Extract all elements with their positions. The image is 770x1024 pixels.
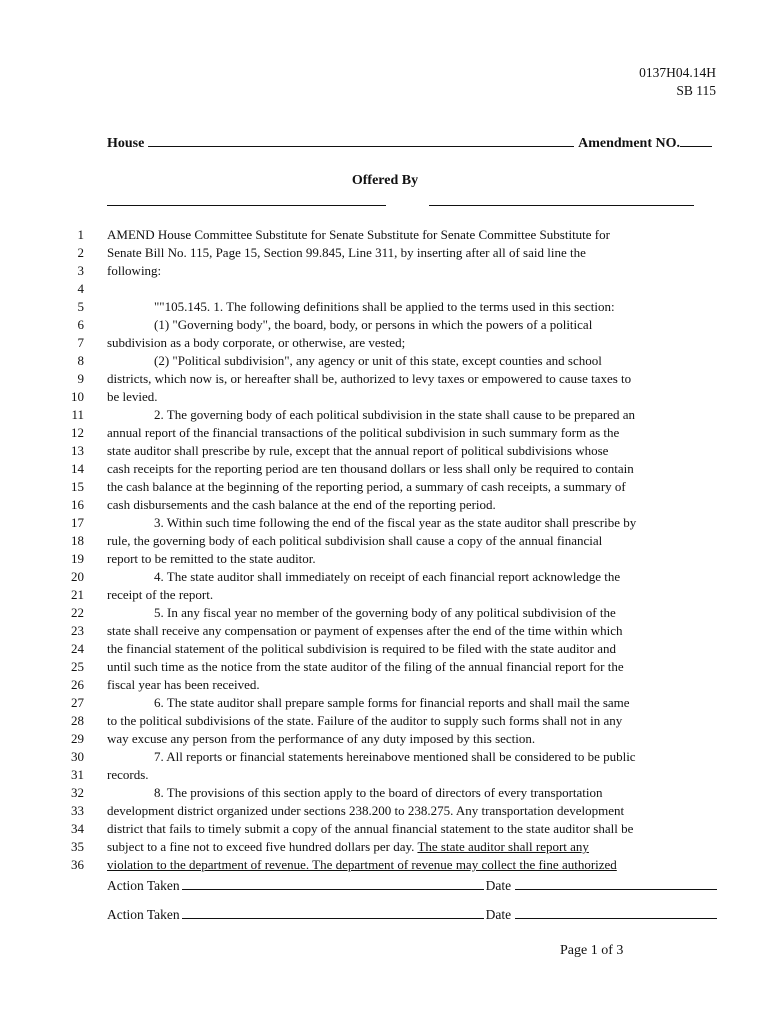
body-line: AMEND House Committee Substitute for Senate Substitute for Senate Committee Substitute for — [107, 227, 610, 242]
doc-id-block — [639, 64, 716, 100]
line-number: 29 — [71, 731, 84, 746]
line-number: 11 — [71, 407, 84, 422]
line-number: 19 — [71, 551, 84, 566]
line-number: 24 — [71, 641, 84, 656]
line-number: 27 — [71, 695, 84, 710]
line-number: 21 — [71, 587, 84, 602]
line-number: 28 — [71, 713, 84, 728]
amendment-label: Amendment NO. — [578, 136, 680, 151]
doc-id: 0137H04.14H — [639, 65, 716, 80]
body-line: state shall receive any compensation or payment of expenses after the end of the time within which — [107, 623, 623, 638]
body-line: 6. The state auditor shall prepare sample forms for financial reports and shall mail the same — [154, 695, 630, 710]
action-taken-blank — [182, 917, 484, 919]
body-line: Senate Bill No. 115, Page 15, Section 99.845, Line 311, by inserting after all of said line the — [107, 245, 586, 260]
body-line: 5. In any fiscal year no member of the governing body of any political subdivision of the — [154, 605, 616, 620]
date-blank — [515, 888, 717, 890]
body-line — [107, 838, 715, 856]
line-number: 18 — [71, 533, 84, 548]
body-line: cash disbursements and the cash balance at the end of the reporting period. — [107, 497, 496, 512]
line-number: 31 — [71, 767, 84, 782]
body-line: annual report of the financial transactions of the political subdivision in such summary form as the — [107, 425, 620, 440]
line-number: 15 — [71, 479, 84, 494]
body-line: districts, which now is, or hereafter shall be, authorized to levy taxes or empowered to cause taxes to — [107, 371, 632, 386]
body-line: following: — [107, 263, 162, 278]
line-number: 23 — [71, 623, 84, 638]
body-line-inserted: The state auditor shall report any — [417, 839, 589, 854]
body-line: way excuse any person from the performance of any duty imposed by this section. — [107, 731, 536, 746]
body-line-inserted: violation to the department of revenue. The department of revenue may collect the fine authorized — [107, 857, 617, 872]
body-line: state auditor shall prescribe by rule, except that the annual report of political subdivisions whose — [107, 443, 609, 458]
line-number: 3 — [77, 263, 84, 278]
body-line: to the political subdivisions of the state. Failure of the auditor to supply such forms shall not in any — [107, 713, 623, 728]
line-number: 12 — [71, 425, 84, 440]
body-line: the cash balance at the beginning of the reporting period, a summary of cash receipts, a summary of — [107, 479, 626, 494]
body-line: until such time as the notice from the state auditor of the filing of the annual financial report for the — [107, 659, 624, 674]
line-number: 22 — [71, 605, 84, 620]
line-numbers — [50, 226, 84, 874]
body-line: cash receipts for the reporting period are ten thousand dollars or less shall only be required to contain — [107, 461, 634, 476]
amendment-number-blank — [680, 145, 712, 147]
line-number: 16 — [71, 497, 84, 512]
line-number: 4 — [77, 281, 84, 296]
line-number: 14 — [71, 461, 84, 476]
house-amendment-line — [107, 136, 712, 152]
amendment-body — [107, 226, 715, 874]
line-number: 8 — [77, 353, 84, 368]
body-line: 7. All reports or financial statements hereinabove mentioned shall be considered to be public — [154, 749, 636, 764]
body-line: (1) "Governing body", the board, body, or persons in which the powers of a political — [154, 317, 593, 332]
body-line: records. — [107, 767, 149, 782]
body-line: ""105.145. 1. The following definitions shall be applied to the terms used in this section: — [154, 299, 615, 314]
line-number: 1 — [77, 227, 84, 242]
line-number: 17 — [71, 515, 84, 530]
line-number: 13 — [71, 443, 84, 458]
body-line: 3. Within such time following the end of the fiscal year as the state auditor shall prescribe by — [154, 515, 637, 530]
line-number: 20 — [71, 569, 84, 584]
line-number: 7 — [77, 335, 84, 350]
body-line: subdivision as a body corporate, or otherwise, are vested; — [107, 335, 406, 350]
line-number: 30 — [71, 749, 84, 764]
action-taken-row-1 — [107, 878, 717, 894]
body-line: development district organized under sections 238.200 to 238.275. Any transportation development — [107, 803, 625, 818]
line-number: 10 — [71, 389, 84, 404]
sponsor-signature-line-2 — [429, 205, 694, 206]
line-number: 5 — [77, 299, 84, 314]
body-line: 2. The governing body of each political subdivision in the state shall cause to be prepared an — [154, 407, 635, 422]
body-line: the financial statement of the political subdivision is required to be filed with the state auditor and — [107, 641, 617, 656]
house-blank — [148, 145, 574, 147]
body-line: 4. The state auditor shall immediately on receipt of each financial report acknowledge the — [154, 569, 621, 584]
body-line: fiscal year has been received. — [107, 677, 260, 692]
body-line: be levied. — [107, 389, 158, 404]
action-taken-blank — [182, 888, 484, 890]
house-label: House — [107, 136, 145, 151]
line-number: 26 — [71, 677, 84, 692]
date-label: Date — [485, 907, 512, 922]
sponsor-signature-line-1 — [107, 205, 386, 206]
body-line — [107, 280, 715, 298]
body-line: district that fails to timely submit a copy of the annual financial statement to the state auditor shall be — [107, 821, 634, 836]
body-line: 8. The provisions of this section apply to the board of directors of every transportation — [154, 785, 603, 800]
line-number: 32 — [71, 785, 84, 800]
date-label: Date — [485, 878, 512, 893]
body-line: rule, the governing body of each political subdivision shall cause a copy of the annual financial — [107, 533, 603, 548]
offered-by: Offered By — [351, 173, 419, 188]
line-number: 35 — [71, 839, 84, 854]
line-number: 34 — [71, 821, 84, 836]
line-number: 25 — [71, 659, 84, 674]
body-line: receipt of the report. — [107, 587, 214, 602]
line-number: 2 — [77, 245, 84, 260]
line-number: 36 — [71, 857, 84, 872]
line-number: 6 — [77, 317, 84, 332]
line-number: 33 — [71, 803, 84, 818]
page-number: Page 1 of 3 — [560, 943, 624, 958]
action-taken-row-2 — [107, 907, 717, 923]
action-taken-label: Action Taken — [107, 878, 180, 893]
bill-number: SB 115 — [676, 83, 716, 98]
body-line-plain: subject to a fine not to exceed five hundred dollars per day. — [107, 839, 418, 854]
body-line: (2) "Political subdivision", any agency or unit of this state, except counties and school — [154, 353, 602, 368]
line-number: 9 — [77, 371, 84, 386]
body-line: report to be remitted to the state auditor. — [107, 551, 316, 566]
date-blank — [515, 917, 717, 919]
action-taken-label: Action Taken — [107, 907, 180, 922]
